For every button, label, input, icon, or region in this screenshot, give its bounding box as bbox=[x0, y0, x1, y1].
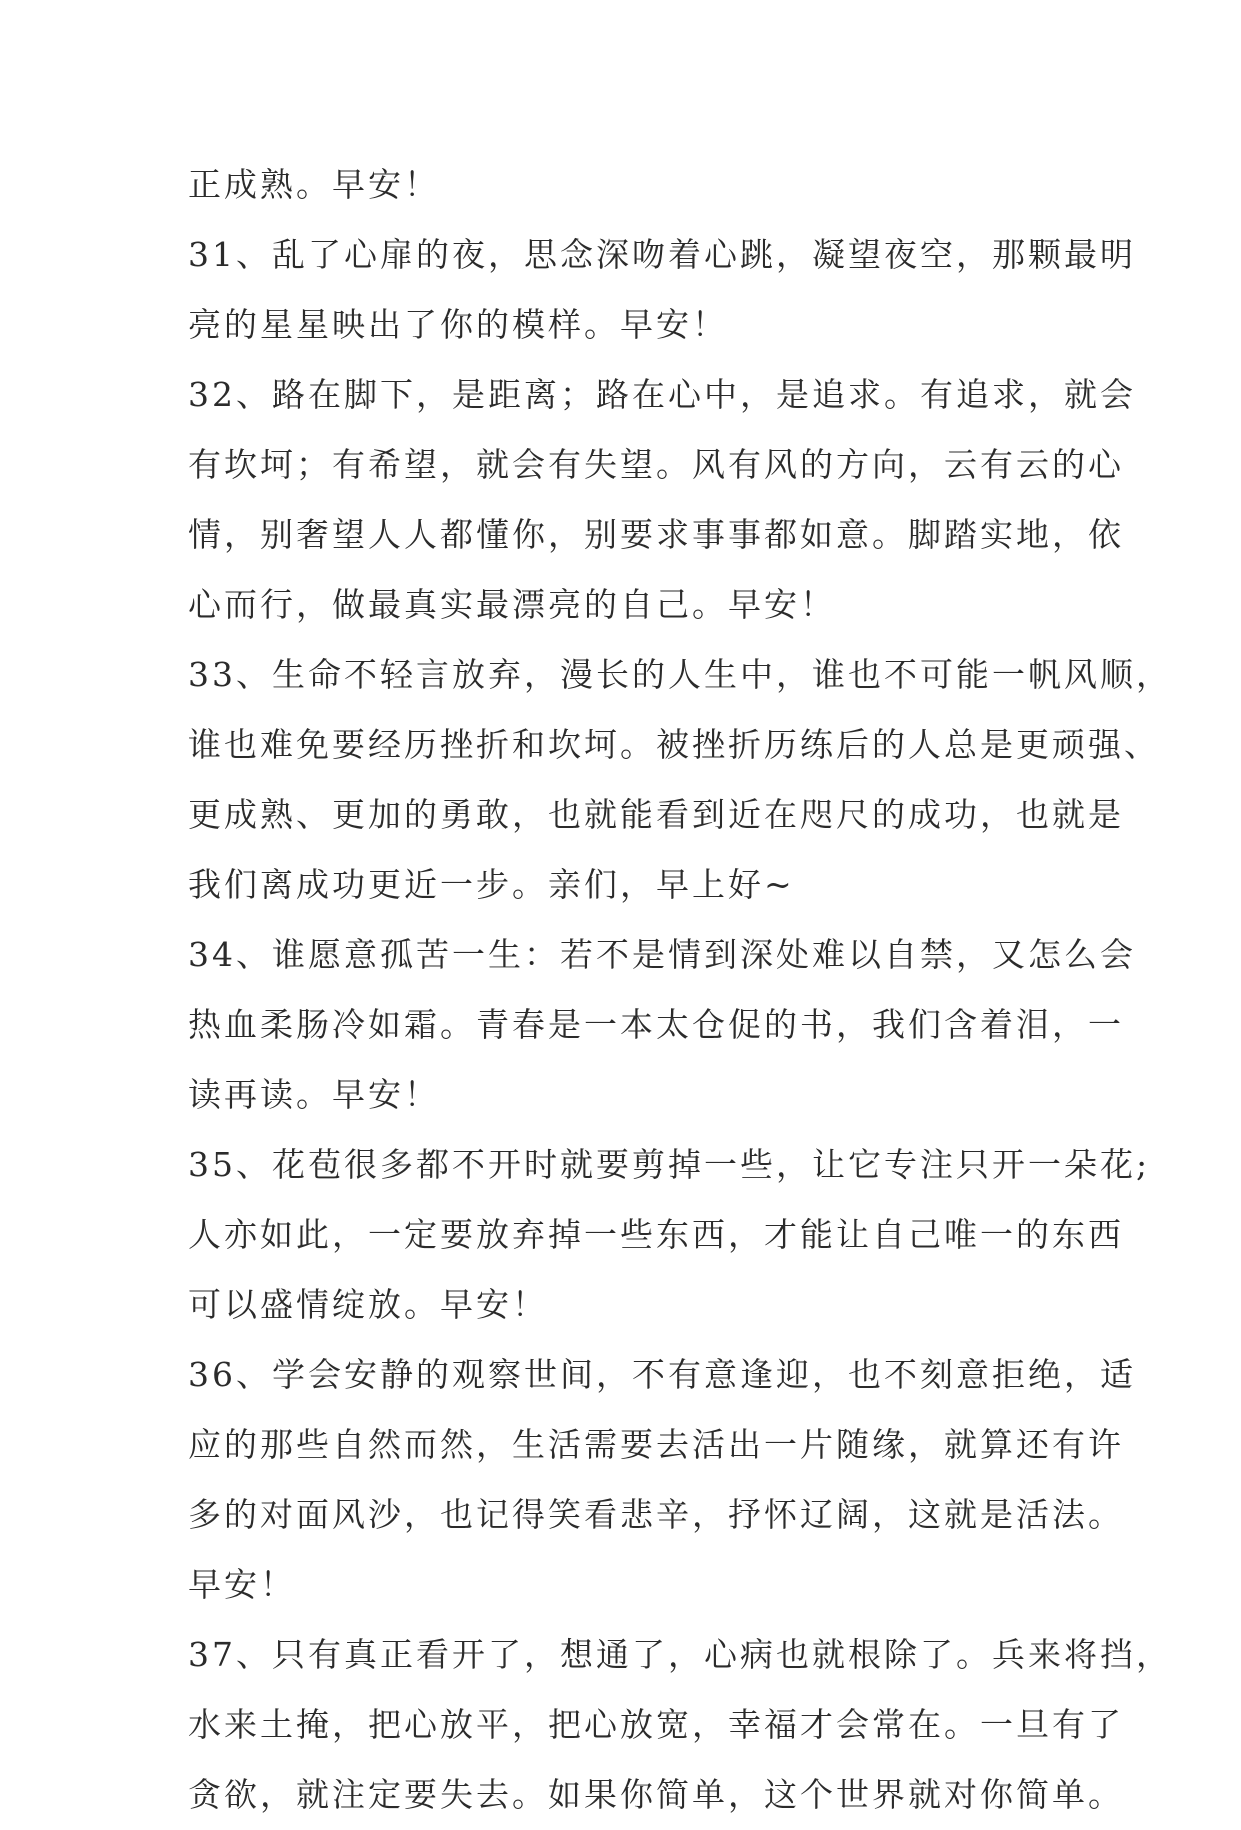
text-line: 35、花苞很多都不开时就要剪掉一些，让它专注只开一朵花; bbox=[188, 1145, 1151, 1184]
text-line: 37、只有真正看开了，想通了，心病也就根除了。兵来将挡， bbox=[188, 1635, 1172, 1674]
text-line: 33、生命不轻言放弃，漫长的人生中，谁也不可能一帆风顺， bbox=[188, 655, 1172, 694]
text-line: 36、学会安静的观察世间，不有意逢迎，也不刻意拒绝，适 bbox=[188, 1355, 1136, 1394]
text-line: 应的那些自然而然，生活需要去活出一片随缘，就算还有许 bbox=[188, 1425, 1124, 1464]
text-line: 心而行，做最真实最漂亮的自己。早安！ bbox=[188, 585, 836, 624]
text-line: 早安！ bbox=[188, 1565, 296, 1604]
document-body bbox=[188, 150, 1172, 1830]
text-line: 贪欲，就注定要失去。如果你简单，这个世界就对你简单。 bbox=[188, 1775, 1124, 1814]
text-line: 多的对面风沙，也记得笑看悲辛，抒怀辽阔，这就是活法。 bbox=[188, 1495, 1124, 1534]
text-line: 可以盛情绽放。早安！ bbox=[188, 1285, 548, 1324]
text-line: 32、路在脚下，是距离；路在心中，是追求。有追求，就会 bbox=[188, 375, 1136, 414]
text-line: 有坎坷；有希望，就会有失望。风有风的方向，云有云的心 bbox=[188, 445, 1124, 484]
text-line: 31、乱了心扉的夜，思念深吻着心跳，凝望夜空，那颗最明 bbox=[188, 235, 1136, 274]
text-line: 亮的星星映出了你的模样。早安！ bbox=[188, 305, 728, 344]
text-line: 正成熟。早安！ bbox=[188, 165, 440, 204]
text-line: 更成熟、更加的勇敢，也就能看到近在咫尺的成功，也就是 bbox=[188, 795, 1124, 834]
text-line: 我们离成功更近一步。亲们，早上好~ bbox=[188, 865, 795, 904]
text-line: 热血柔肠冷如霜。青春是一本太仓促的书，我们含着泪，一 bbox=[188, 1005, 1124, 1044]
text-line: 水来土掩，把心放平，把心放宽，幸福才会常在。一旦有了 bbox=[188, 1705, 1124, 1744]
text-line: 谁也难免要经历挫折和坎坷。被挫折历练后的人总是更顽强、 bbox=[188, 725, 1160, 764]
text-line: 读再读。早安！ bbox=[188, 1075, 440, 1114]
text-line: 34、谁愿意孤苦一生：若不是情到深处难以自禁，又怎么会 bbox=[188, 935, 1136, 974]
text-line: 情，别奢望人人都懂你，别要求事事都如意。脚踏实地，依 bbox=[188, 515, 1124, 554]
text-line: 人亦如此，一定要放弃掉一些东西，才能让自己唯一的东西 bbox=[188, 1215, 1124, 1254]
